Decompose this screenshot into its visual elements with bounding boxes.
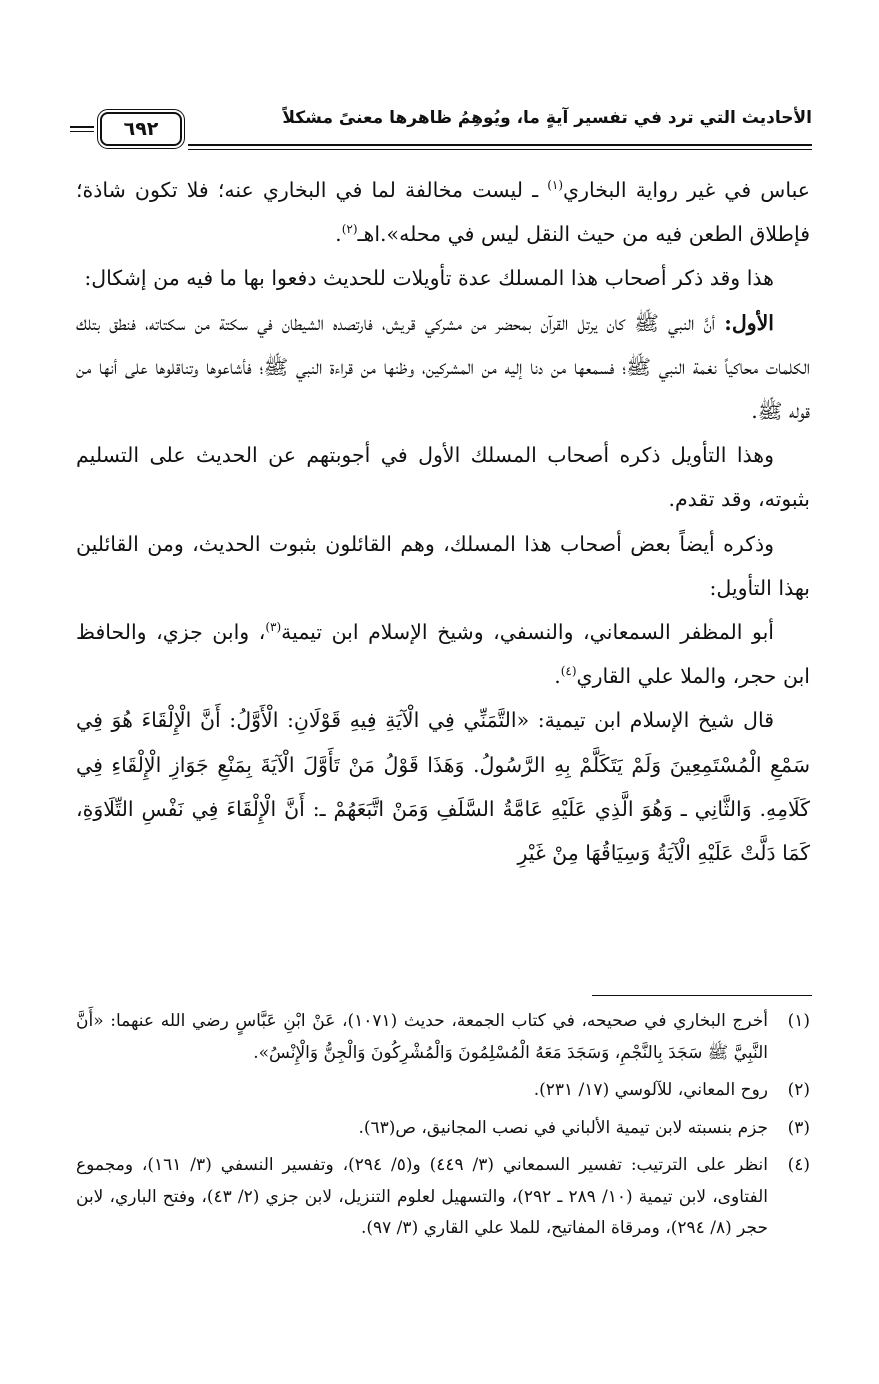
footnote-text: انظر على الترتيب: تفسير السمعاني (٣/ ٤٤٩) و(٥/ ٢٩٤)، وتفسير النسفي (٣/ ١٦١)، ومجموع الفتاوى، لابن تيمية (١٠/ ٢٨٩ ـ ٢٩٢)، والتسهيل لعلوم التنزيل، لابن جزي (٢/ ٤٣)، وفتح الباري، لابن حجر (٨/ ٢٩٤)، ومرقاة المفاتيح، للملا علي القاري (٣/ ٩٧). — [76, 1155, 769, 1238]
header-rule-left-2 — [70, 131, 94, 132]
header-rule-right-2 — [188, 149, 812, 150]
paragraph-2: هذا وقد ذكر أصحاب هذا المسلك عدة تأويلات للحديث دفعوا بها ما فيه من إشكال: — [84, 266, 774, 291]
paragraph-6: أبو المظفر السمعاني، والنسفي، وشيخ الإسلام ابن تيمية$^{(٣)}$، وابن جزي، والحافظ ابن حجر، والملا علي القاري$^{(٤)}$. — [76, 620, 810, 689]
footnote-number: (٤) — [787, 1155, 810, 1175]
paragraph-4: وهذا التأويل ذكره أصحاب المسلك الأول في أجوبتهم عن الحديث على التسليم بثبوته، وقد تقدم. — [76, 443, 810, 512]
footnote-number: (١) — [787, 1011, 810, 1031]
footnote-1 — [76, 1006, 810, 1069]
header-rule-left — [70, 126, 94, 128]
running-title: الأحاديث التي ترد في تفسير آيةٍ ما، ويُوهِمُ ظاهرها معنىً مشكلاً — [282, 108, 812, 128]
footnote-text: أخرج البخاري في صحيحه، في كتاب الجمعة، حديث (١٠٧١)، عَنْ ابْنِ عَبَّاسٍ رضي الله عنهما: «أَنَّ النَّبِيَّ ﷺ سَجَدَ بِالنَّجْمِ، وَسَجَدَ مَعَهُ الْمُسْلِمُونَ وَالْمُشْرِكُونَ وَالْجِنُّ وَالْإِنْسُ». — [76, 1011, 769, 1063]
footnote-4 — [76, 1150, 810, 1245]
footnote-separator — [592, 995, 812, 996]
paragraph-7-quote: قال شيخ الإسلام ابن تيمية: «التَّمَنِّي فِي الْآيَةِ فِيهِ قَوْلَانِ: الْأَوَّلُ: أَنَّ الْإِلْقَاءَ هُوَ فِي سَمْعِ الْمُسْتَمِعِينَ وَلَمْ يَتَكَلَّمْ بِهِ الرَّسُولُ. وَهَذَا قَوْلُ مَنْ تَأَوَّلَ الْآيَةَ بِمَنْعِ جَوَازِ الْإِلْقَاءِ فِي كَلَامِهِ. وَالثَّانِي ـ وَهُوَ الَّذِي عَلَيْهِ عَامَّةُ السَّلَفِ وَمَنْ اتَّبَعَهُمْ ـ: أَنَّ الْإِلْقَاءَ فِي نَفْسِ التِّلَاوَةِ، كَمَا دَلَّتْ عَلَيْهِ الْآيَةُ وَسِيَاقُهَا مِنْ غَيْرِ — [76, 708, 810, 866]
footnotes — [76, 1006, 810, 1251]
paragraph-5: وذكره أيضاً بعض أصحاب هذا المسلك، وهم القائلون بثبوت الحديث، ومن القائلين بهذا التأويل: — [76, 531, 810, 600]
page-header — [70, 100, 812, 150]
header-rule-right — [188, 144, 812, 146]
footnote-2 — [76, 1075, 810, 1107]
footnote-ref-4[interactable]: (٤) — [560, 664, 577, 679]
footnote-3 — [76, 1113, 810, 1145]
footnote-number: (٢) — [787, 1080, 810, 1100]
footnote-ref-1[interactable]: (١) — [547, 178, 564, 193]
main-text — [76, 168, 810, 875]
footnote-number: (٣) — [787, 1117, 810, 1138]
footnote-text: جزم بنسبته لابن تيمية الألباني في نصب المجانيق، ص(٦٣). — [358, 1117, 768, 1138]
footnote-text: روح المعاني، للآلوسي (١٧/ ٢٣١). — [533, 1080, 768, 1100]
paragraph-3: الأول: أنَّ النبي ﷺ كان يرتل القرآن بمحضر من مشركي قريش، فارتصده الشيطان في سكتة من سكتاته، فنطق بتلك الكلمات محاكياً نغمة النبي ﷺ؛ فسمعها من دنا إليه من المشركين، وظنها من قراءة النبي ﷺ؛ فأشاعوها وتناقلوها على أنها من قوله ﷺ. — [76, 310, 810, 424]
footnote-ref-2[interactable]: (٢) — [341, 222, 358, 237]
page-number: ٦٩٢ — [100, 112, 182, 146]
footnote-ref-3[interactable]: (٣) — [265, 620, 282, 635]
first-interpretation-label: الأول: — [724, 310, 774, 335]
paragraph-1: عباس في غير رواية البخاري$^{(١)}$ ـ ليست مخالفة لما في البخاري عنه؛ فلا تكون شاذة؛ فإطلاق الطعن فيه من حيث النقل ليس في محله».اهـ$^{(٢)}$. — [76, 178, 810, 247]
